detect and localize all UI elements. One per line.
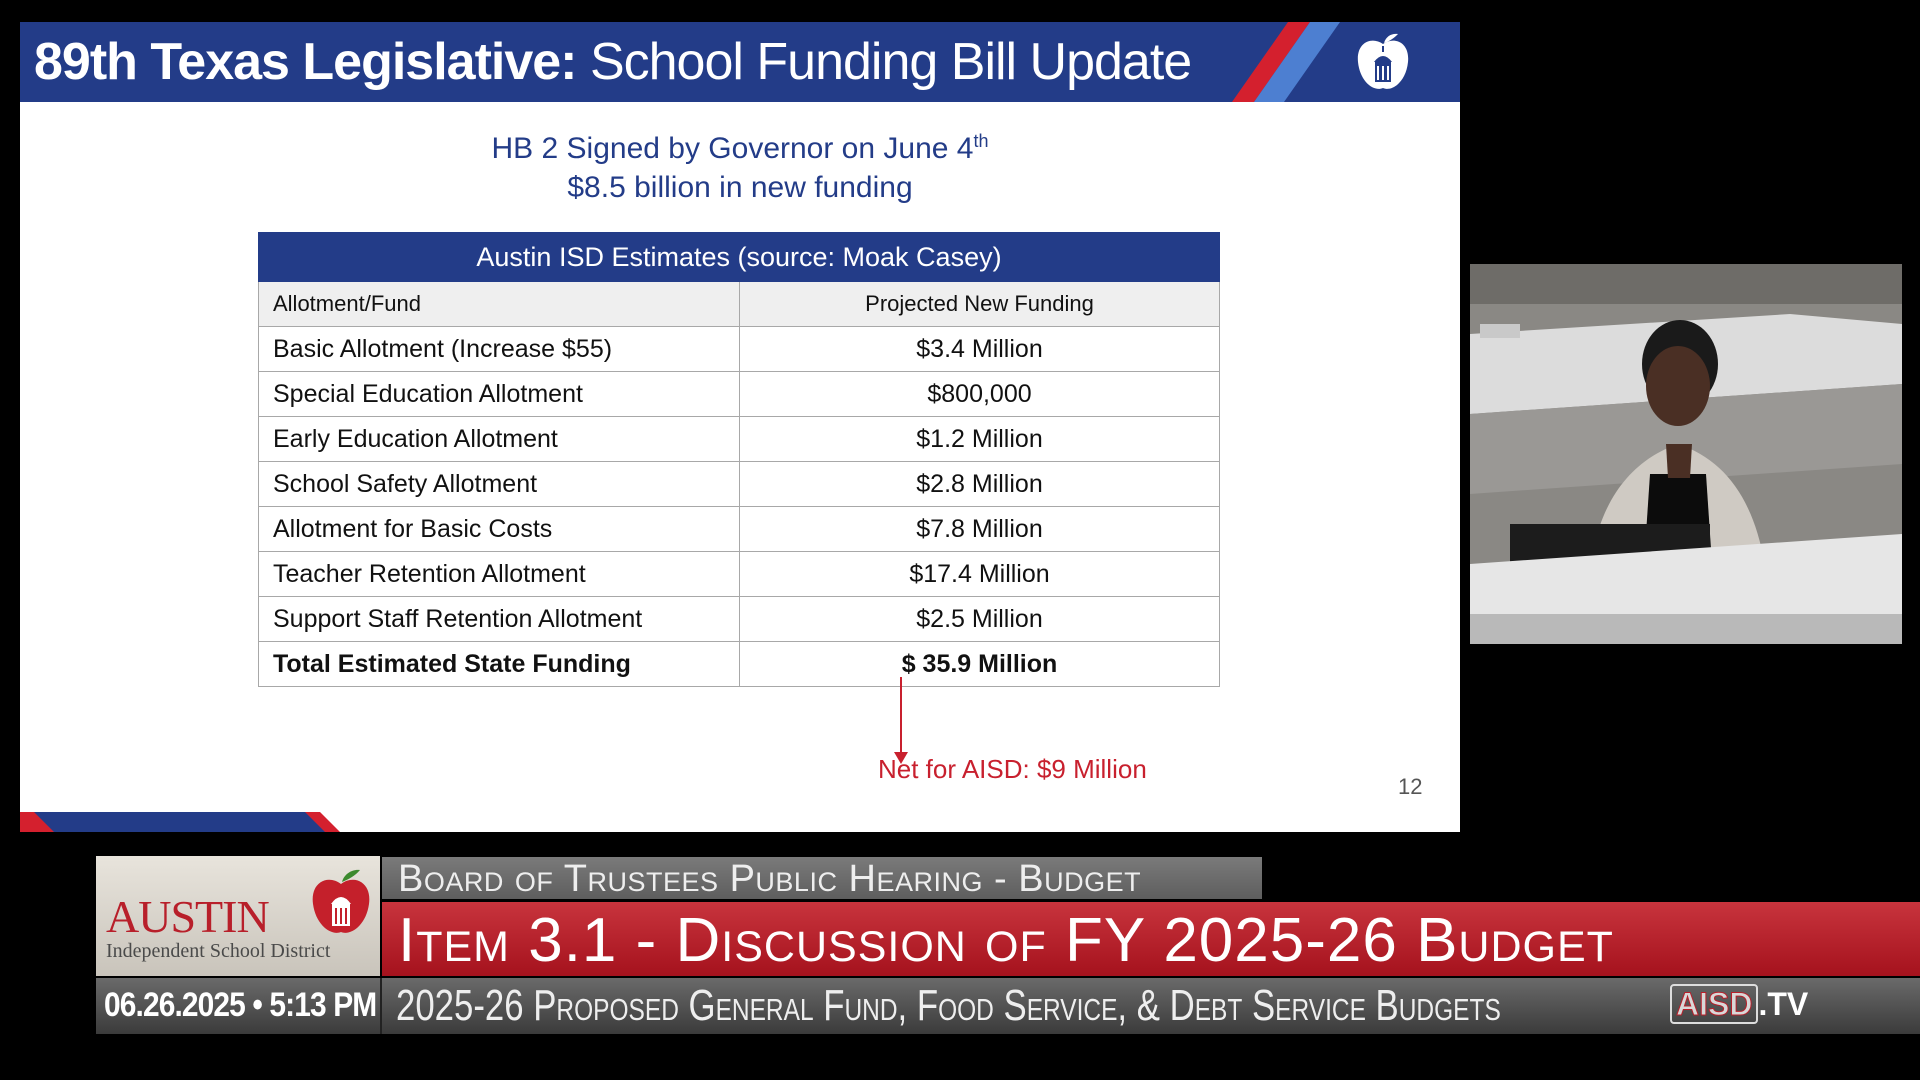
aisd-tv-logo-tv: .TV	[1758, 986, 1809, 1022]
slide-title-rest: School Funding Bill Update	[576, 33, 1192, 91]
fund-amount: $7.8 Million	[740, 507, 1220, 552]
fund-amount: $800,000	[740, 372, 1220, 417]
speaker-camera-feed	[1470, 264, 1902, 644]
net-arrow-line	[900, 677, 902, 757]
agenda-item-subtitle: 2025-26 Proposed General Fund, Food Service, & Debt Service Budgets	[396, 981, 1501, 1030]
funding-table	[258, 232, 1220, 687]
divider	[380, 978, 382, 1034]
fund-amount: $3.4 Million	[740, 327, 1220, 372]
fund-name: Special Education Allotment	[259, 372, 740, 417]
headline-line1-text: HB 2 Signed by Governor on June 4	[491, 132, 974, 165]
total-label: Total Estimated State Funding	[259, 642, 740, 687]
table-row	[259, 372, 1220, 417]
table-caption-row	[259, 233, 1220, 282]
fund-amount: $1.2 Million	[740, 417, 1220, 462]
column-header-fund: Allotment/Fund	[259, 282, 740, 327]
table-row	[259, 417, 1220, 462]
slide-footer-blue-bar	[20, 812, 325, 832]
fund-amount: $2.8 Million	[740, 462, 1220, 507]
fund-amount: $2.5 Million	[740, 597, 1220, 642]
aisd-tv-logo	[1670, 986, 1820, 1024]
slide-header	[20, 22, 1460, 102]
fund-amount: $17.4 Million	[740, 552, 1220, 597]
meeting-title: Board of Trustees Public Hearing - Budget	[398, 858, 1142, 900]
table-row	[259, 327, 1220, 372]
fund-name: Basic Allotment (Increase $55)	[259, 327, 740, 372]
slide-title	[34, 32, 1191, 92]
lower-third-main-banner	[382, 902, 1920, 976]
column-header-funding: Projected New Funding	[740, 282, 1220, 327]
slide-page-number: 12	[1398, 774, 1423, 799]
table-column-header-row	[259, 282, 1220, 327]
presentation-slide	[20, 22, 1460, 832]
table-row	[259, 462, 1220, 507]
fund-name: Teacher Retention Allotment	[259, 552, 740, 597]
lower-third-top-banner	[382, 857, 1262, 899]
table-row	[259, 552, 1220, 597]
speaker-video-frame	[1470, 264, 1902, 644]
date-time-stamp: 06.26.2025 • 5:13 PM	[104, 986, 377, 1024]
aisd-logo-subtitle: Independent School District	[106, 940, 331, 962]
aisd-logo-word: AUSTIN	[106, 891, 269, 942]
table-row	[259, 597, 1220, 642]
net-note: Net for AISD: $9 Million	[878, 754, 1147, 784]
fund-name: Allotment for Basic Costs	[259, 507, 740, 552]
table-row	[259, 507, 1220, 552]
headline	[20, 122, 1460, 207]
total-amount: $ 35.9 Million	[740, 642, 1220, 687]
table-caption: Austin ISD Estimates (source: Moak Casey)	[259, 233, 1220, 282]
apple-capitol-logo-icon	[1350, 30, 1416, 96]
red-apple-capitol-icon	[308, 866, 374, 938]
fund-name: Support Staff Retention Allotment	[259, 597, 740, 642]
aisd-tv-logo-aisd: AISD	[1670, 984, 1758, 1024]
lower-third-bottom-banner	[96, 978, 1920, 1034]
fund-name: School Safety Allotment	[259, 462, 740, 507]
slide-title-bold: 89th Texas Legislative:	[34, 33, 577, 91]
aisd-logo	[96, 856, 380, 976]
headline-line1	[20, 122, 1460, 168]
agenda-item-title: Item 3.1 - Discussion of FY 2025-26 Budget	[398, 906, 1614, 975]
headline-line1-sup: th	[973, 131, 989, 151]
headline-line2: $8.5 billion in new funding	[567, 171, 913, 204]
table-total-row	[259, 642, 1220, 687]
fund-name: Early Education Allotment	[259, 417, 740, 462]
